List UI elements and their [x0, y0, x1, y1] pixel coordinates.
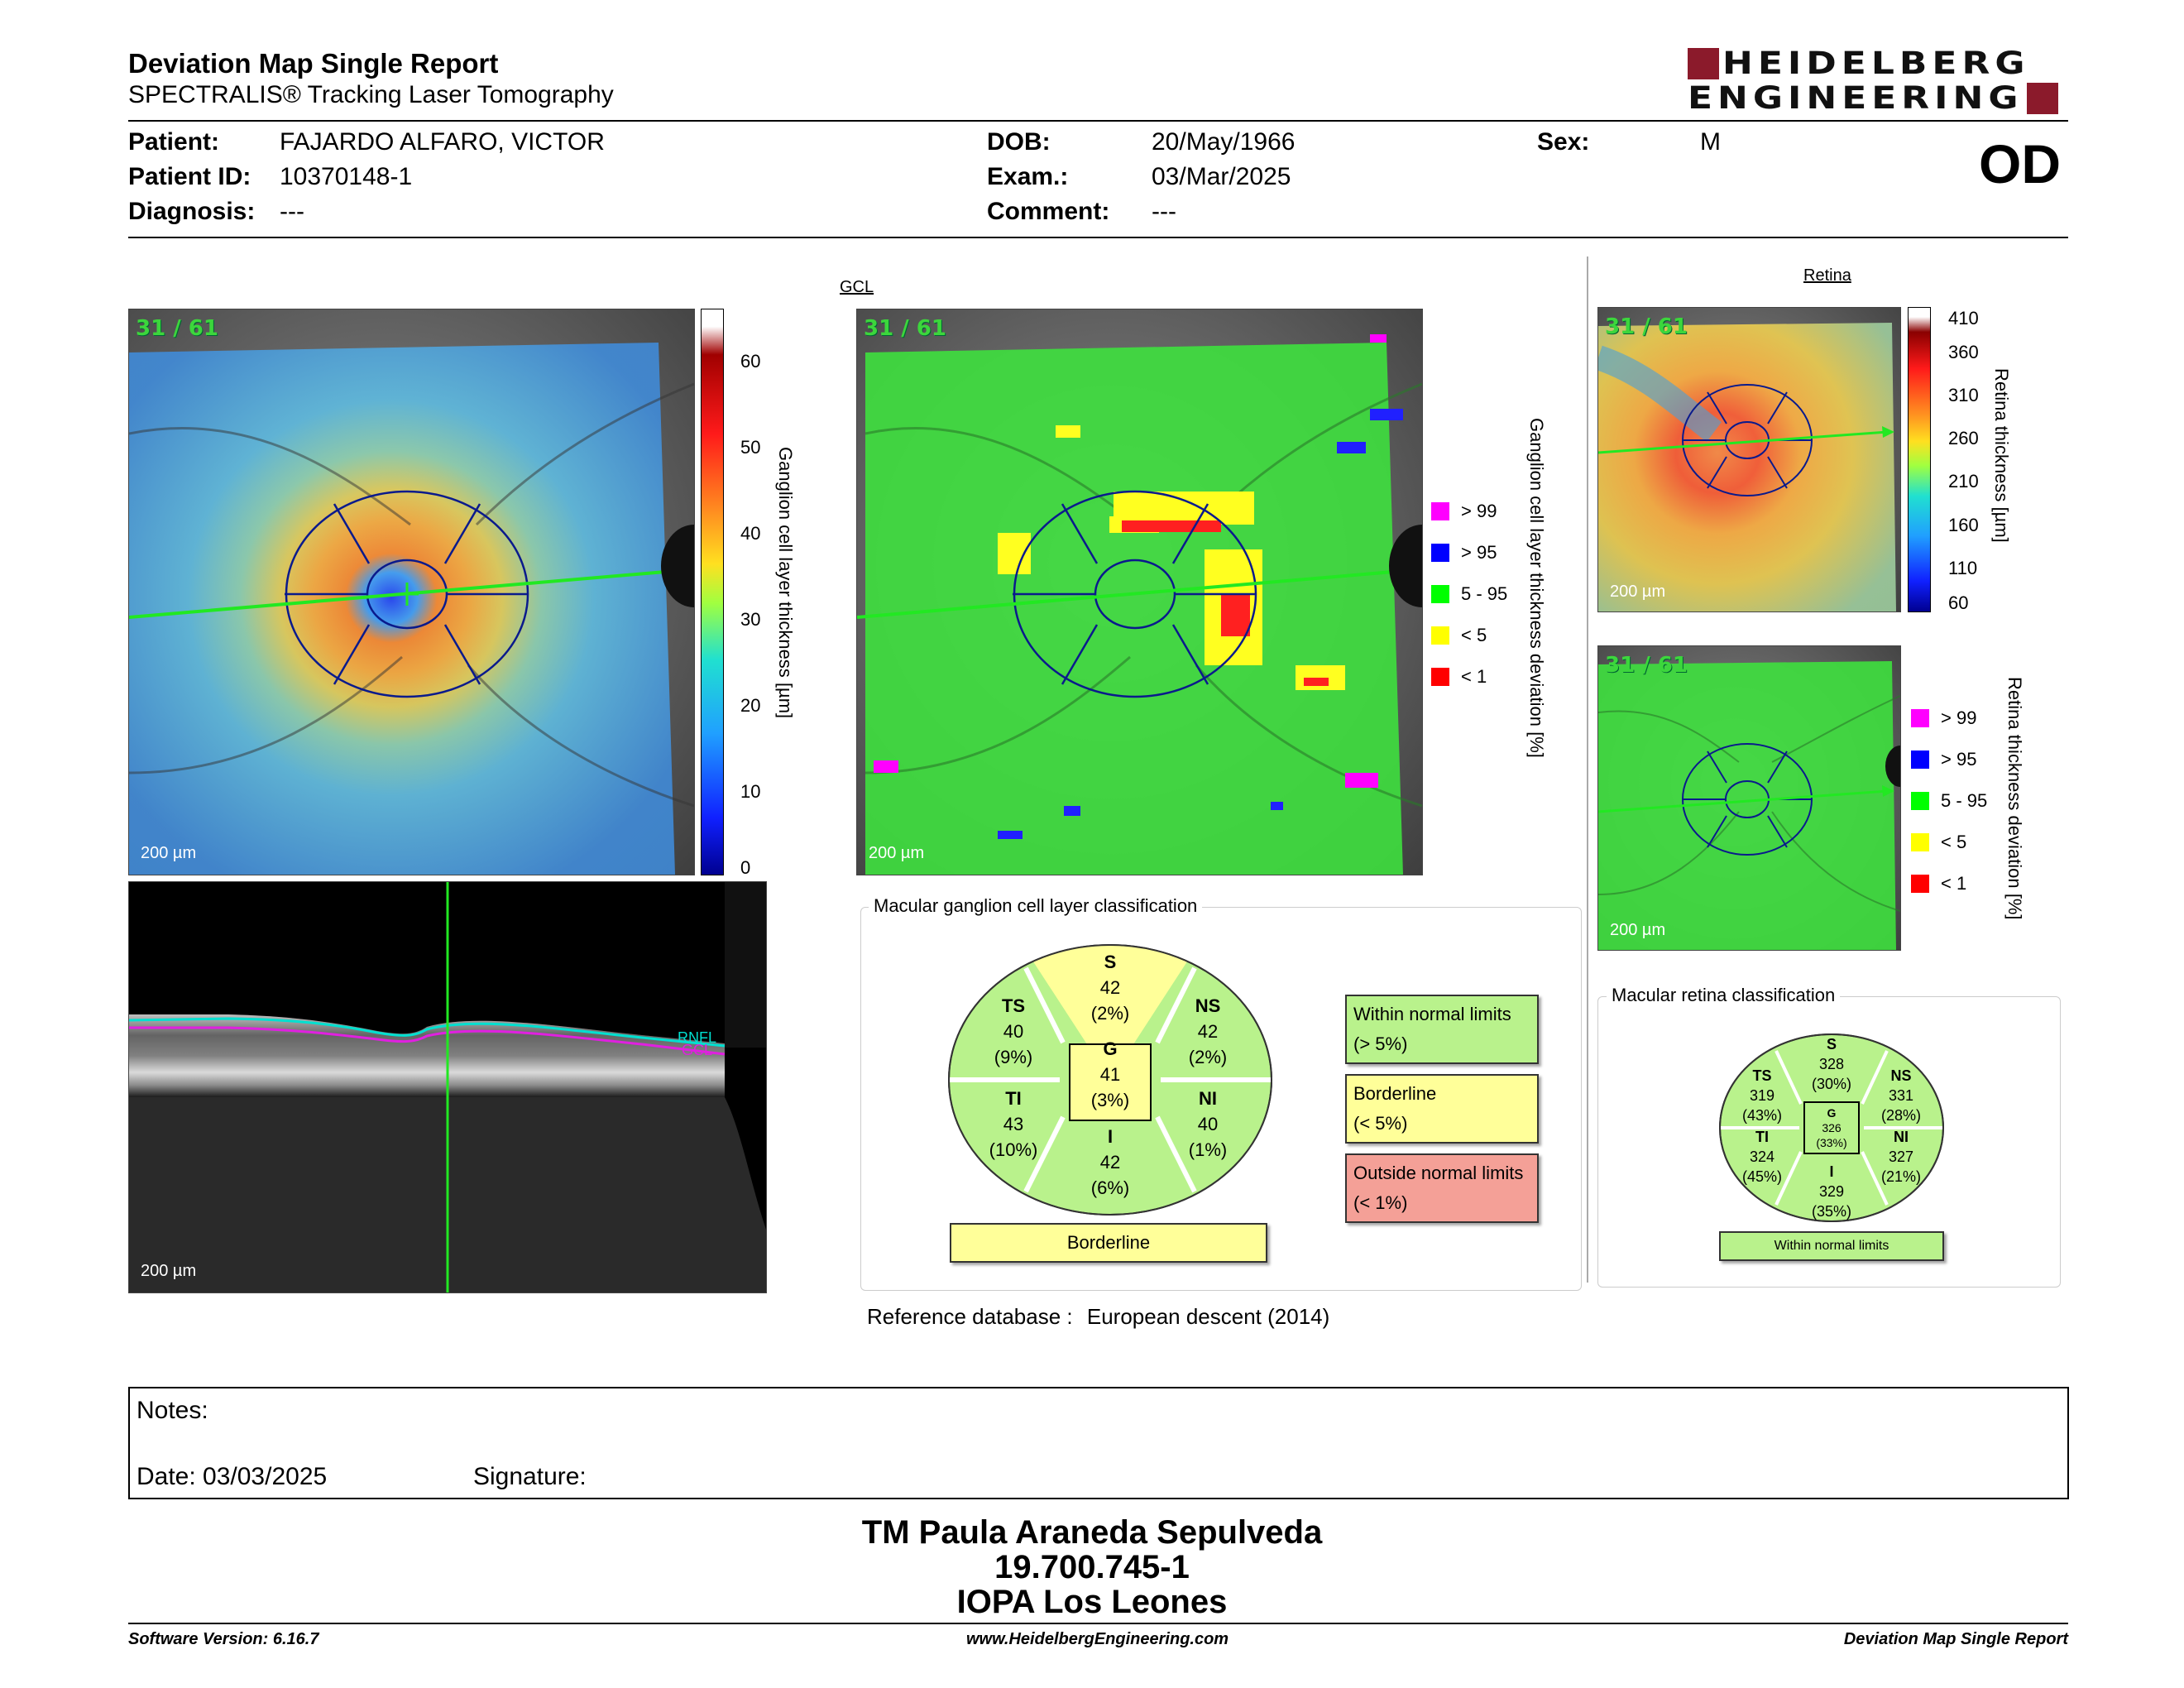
cbar-tick: 410: [1948, 308, 1979, 328]
retina-sector-i: [1798, 1162, 1865, 1221]
sector-pct: (3%): [1090, 1090, 1130, 1110]
sector-value: 327: [1888, 1149, 1914, 1165]
gcl-sector-ts: [976, 993, 1051, 1070]
cbar-tick: 60: [1948, 592, 1969, 613]
patient-label: Patient:: [128, 128, 220, 156]
gcl-sector-diagram: [947, 943, 1274, 1216]
sector-value: 40: [1003, 1021, 1024, 1042]
cbar-tick: 10: [740, 781, 761, 802]
sector-name: G: [1827, 1106, 1837, 1120]
retina-thickness-axis-label: Retina thickness [µm]: [1991, 368, 2012, 543]
diagnosis-value: ---: [280, 198, 304, 225]
comment-value: ---: [1152, 198, 1176, 225]
gcl-deviation-svg: [857, 309, 1422, 875]
sector-value: 42: [1099, 977, 1121, 998]
gcl-map-title: GCL: [840, 278, 874, 296]
rnfl-layer-label: RNFL: [678, 1029, 717, 1046]
oct-bscan-svg: [129, 882, 766, 1292]
sector-pct: (30%): [1811, 1076, 1851, 1092]
scale-label: 200 µm: [1610, 921, 1666, 939]
sector-pct: (6%): [1090, 1177, 1130, 1198]
cbar-tick: 310: [1948, 385, 1979, 405]
report-type: Deviation Map Single Report: [1843, 1630, 2068, 1648]
report-title: Deviation Map Single Report: [128, 48, 499, 79]
date-label: Date: 03/03/2025: [136, 1463, 328, 1490]
sector-name: G: [1103, 1038, 1118, 1059]
legend-item-below-1: [1911, 873, 1966, 894]
cbar-tick: 50: [740, 437, 761, 458]
logo-square-icon: [1688, 48, 1719, 79]
cbar-tick: 30: [740, 609, 761, 630]
cbar-tick: 210: [1948, 471, 1979, 492]
signer-id: 19.700.745-1: [994, 1549, 1190, 1585]
retina-sector-ti: [1733, 1127, 1791, 1187]
legend-swatch: [1431, 544, 1449, 562]
retina-sector-s: [1798, 1034, 1865, 1094]
legend-label: < 5: [1461, 625, 1487, 645]
sector-pct: (1%): [1188, 1139, 1228, 1160]
sector-name: NI: [1894, 1129, 1909, 1145]
legend-item-below-1: [1431, 666, 1487, 688]
sector-value: 329: [1818, 1183, 1845, 1200]
legend-item-below-5: [1911, 832, 1966, 853]
legend-within-normal: [1345, 995, 1539, 1064]
scale-label: 200 µm: [869, 844, 925, 862]
legend-swatch: [1431, 626, 1449, 645]
cbar-tick: 0: [740, 857, 751, 878]
retina-sector-ts: [1733, 1066, 1791, 1125]
legend-label: > 99: [1941, 707, 1977, 728]
sector-name: TS: [1752, 1067, 1772, 1084]
sector-pct: (10%): [989, 1139, 1038, 1160]
sector-name: I: [1107, 1126, 1114, 1147]
sector-pct: (2%): [1090, 1003, 1130, 1024]
legend-bl-line1: Borderline: [1353, 1083, 1437, 1104]
sector-pct: (43%): [1741, 1107, 1782, 1124]
legend-item-above-95: [1431, 542, 1497, 563]
gcl-thickness-map: [128, 309, 695, 875]
gcl-sector-ns: [1171, 993, 1245, 1070]
eye-indicator: OD: [1979, 133, 2061, 194]
reference-value: European descent (2014): [1086, 1304, 1330, 1329]
sector-value: 324: [1749, 1149, 1775, 1165]
legend-label: < 1: [1941, 873, 1967, 894]
sector-value: 331: [1888, 1087, 1914, 1104]
oct-bscan: [128, 881, 767, 1293]
sector-value: 43: [1003, 1114, 1024, 1134]
legend-swatch: [1431, 668, 1449, 686]
reference-database: [867, 1304, 1329, 1330]
sector-value: 42: [1197, 1021, 1219, 1042]
cbar-tick: 60: [740, 351, 761, 372]
retina-deviation-svg: [1598, 646, 1900, 950]
legend-wnl-line1: Within normal limits: [1353, 1004, 1511, 1024]
sector-name: I: [1829, 1163, 1834, 1180]
retina-deviation-axis-label: Retina thickness deviation [%]: [2004, 677, 2025, 920]
sex-label: Sex:: [1537, 128, 1590, 156]
dob-label: DOB:: [987, 128, 1051, 156]
sector-name: TI: [1755, 1129, 1769, 1145]
legend-outside-normal: [1345, 1153, 1539, 1223]
gcl-layer-label: GCL: [682, 1042, 713, 1058]
legend-onl-line2: (< 1%): [1353, 1192, 1408, 1213]
retina-thickness-map: [1597, 307, 1901, 612]
retina-classification-title: Macular retina classification: [1607, 985, 1840, 1006]
cbar-tick: 160: [1948, 515, 1979, 535]
exam-label: Exam.:: [987, 163, 1069, 190]
gcl-thickness-svg: [129, 309, 694, 875]
header-rule: [128, 120, 2068, 122]
retina-sector-ns: [1872, 1066, 1930, 1125]
patient-rule: [128, 237, 2068, 238]
sector-pct: (21%): [1880, 1168, 1921, 1185]
sector-pct: (28%): [1880, 1107, 1921, 1124]
signer-name: TM Paula Araneda Sepulveda: [861, 1514, 1323, 1551]
gcl-sector-s: [1069, 949, 1152, 1026]
report-subtitle: SPECTRALIS® Tracking Laser Tomography: [128, 81, 614, 108]
patient-name: FAJARDO ALFARO, VICTOR: [280, 128, 605, 156]
legend-label: < 5: [1941, 832, 1967, 852]
sector-pct: (45%): [1741, 1168, 1782, 1185]
gcl-deviation-axis-label: Ganglion cell layer thickness deviation [%]: [1526, 418, 1547, 758]
frame-number: 31 / 61: [864, 316, 946, 341]
legend-borderline: [1345, 1074, 1539, 1144]
frame-number: 31 / 61: [136, 316, 218, 341]
legend-swatch: [1911, 750, 1929, 769]
sex-value: M: [1700, 128, 1721, 156]
gcl-sector-i: [1069, 1124, 1152, 1201]
legend-item-above-95: [1911, 749, 1976, 770]
sector-name: TS: [1001, 995, 1026, 1016]
gcl-sector-g: [1069, 1036, 1152, 1113]
legend-swatch: [1911, 833, 1929, 851]
gcl-sector-ni: [1171, 1086, 1245, 1163]
retina-classification-result: Within normal limits: [1719, 1231, 1944, 1261]
legend-swatch: [1911, 709, 1929, 727]
diagnosis-label: Diagnosis:: [128, 198, 256, 225]
comment-label: Comment:: [987, 198, 1110, 225]
sector-pct: (9%): [994, 1047, 1033, 1067]
footer-rule: [128, 1623, 2068, 1624]
patient-id-label: Patient ID:: [128, 163, 251, 190]
gcl-classification-title: Macular ganglion cell layer classification: [869, 895, 1202, 917]
sector-value: 319: [1749, 1087, 1775, 1104]
dob-value: 20/May/1966: [1152, 128, 1296, 156]
reference-label: Reference database :: [867, 1304, 1073, 1329]
patient-id: 10370148-1: [280, 163, 413, 190]
legend-label: 5 - 95: [1461, 583, 1508, 604]
legend-item-5-95: [1911, 790, 1987, 812]
scale-label: 200 µm: [141, 1262, 197, 1280]
retina-sector-g: [1804, 1105, 1859, 1150]
logo-text-2: ENGINEERING: [1688, 79, 2024, 117]
signer-institution: IOPA Los Leones: [956, 1584, 1228, 1620]
cbar-tick: 40: [740, 523, 761, 544]
scale-label: 200 µm: [141, 844, 197, 862]
sector-name: TI: [1005, 1088, 1022, 1109]
logo-text-1: HEIDELBERG: [1722, 45, 2030, 82]
sector-pct: (33%): [1816, 1136, 1847, 1149]
notes-box: [128, 1387, 2069, 1499]
gcl-sector-ti: [976, 1086, 1051, 1163]
sector-value: 40: [1197, 1114, 1219, 1134]
sector-name: NI: [1199, 1088, 1217, 1109]
sector-pct: (2%): [1188, 1047, 1228, 1067]
sector-name: S: [1104, 952, 1117, 972]
signature-label: Signature:: [473, 1463, 587, 1490]
gcl-deviation-map: [856, 309, 1423, 875]
frame-number: 31 / 61: [1605, 653, 1688, 678]
legend-label: > 95: [1461, 542, 1497, 563]
legend-item-above-99: [1431, 501, 1497, 522]
sector-value: 328: [1818, 1056, 1845, 1072]
gcl-thickness-axis-label: Ganglion cell layer thickness [µm]: [775, 447, 796, 719]
legend-swatch: [1431, 585, 1449, 603]
exam-value: 03/Mar/2025: [1152, 163, 1291, 190]
scale-label: 200 µm: [1610, 583, 1666, 601]
legend-label: > 95: [1941, 749, 1977, 770]
legend-swatch: [1911, 792, 1929, 810]
retina-map-title: Retina: [1803, 266, 1851, 285]
sector-pct: (35%): [1811, 1203, 1851, 1220]
sector-name: S: [1826, 1036, 1837, 1053]
column-separator: [1587, 257, 1588, 1283]
legend-bl-line2: (< 5%): [1353, 1113, 1408, 1134]
software-version: Software Version: 6.16.7: [128, 1630, 319, 1648]
cbar-tick: 360: [1948, 342, 1979, 362]
website-link[interactable]: www.HeidelbergEngineering.com: [966, 1630, 1229, 1648]
retina-thickness-colorbar: [1908, 307, 1931, 612]
retina-sector-diagram: [1718, 1033, 1945, 1223]
sector-value: 42: [1099, 1152, 1121, 1172]
cbar-tick: 20: [740, 695, 761, 716]
cbar-tick: 110: [1948, 558, 1978, 578]
gcl-thickness-colorbar: [701, 309, 724, 875]
sector-value: 326: [1822, 1121, 1842, 1134]
legend-wnl-line2: (> 5%): [1353, 1033, 1408, 1054]
legend-label: 5 - 95: [1941, 790, 1988, 811]
retina-deviation-map: [1597, 645, 1901, 951]
sector-value: 41: [1099, 1064, 1121, 1085]
legend-item-below-5: [1431, 625, 1487, 646]
sector-name: NS: [1195, 995, 1221, 1016]
legend-label: > 99: [1461, 501, 1497, 521]
legend-label: < 1: [1461, 666, 1487, 687]
retina-sector-ni: [1872, 1127, 1930, 1187]
retina-thickness-svg: [1598, 308, 1900, 611]
sector-name: NS: [1890, 1067, 1912, 1084]
legend-swatch: [1911, 875, 1929, 893]
logo-square-icon: [2027, 83, 2058, 114]
legend-item-above-99: [1911, 707, 1976, 729]
frame-number: 31 / 61: [1605, 314, 1688, 339]
notes-label: Notes:: [136, 1397, 208, 1424]
legend-swatch: [1431, 502, 1449, 520]
legend-onl-line1: Outside normal limits: [1353, 1163, 1524, 1183]
gcl-classification-result: Borderline: [950, 1223, 1267, 1263]
legend-item-5-95: [1431, 583, 1507, 605]
cbar-tick: 260: [1948, 428, 1979, 448]
